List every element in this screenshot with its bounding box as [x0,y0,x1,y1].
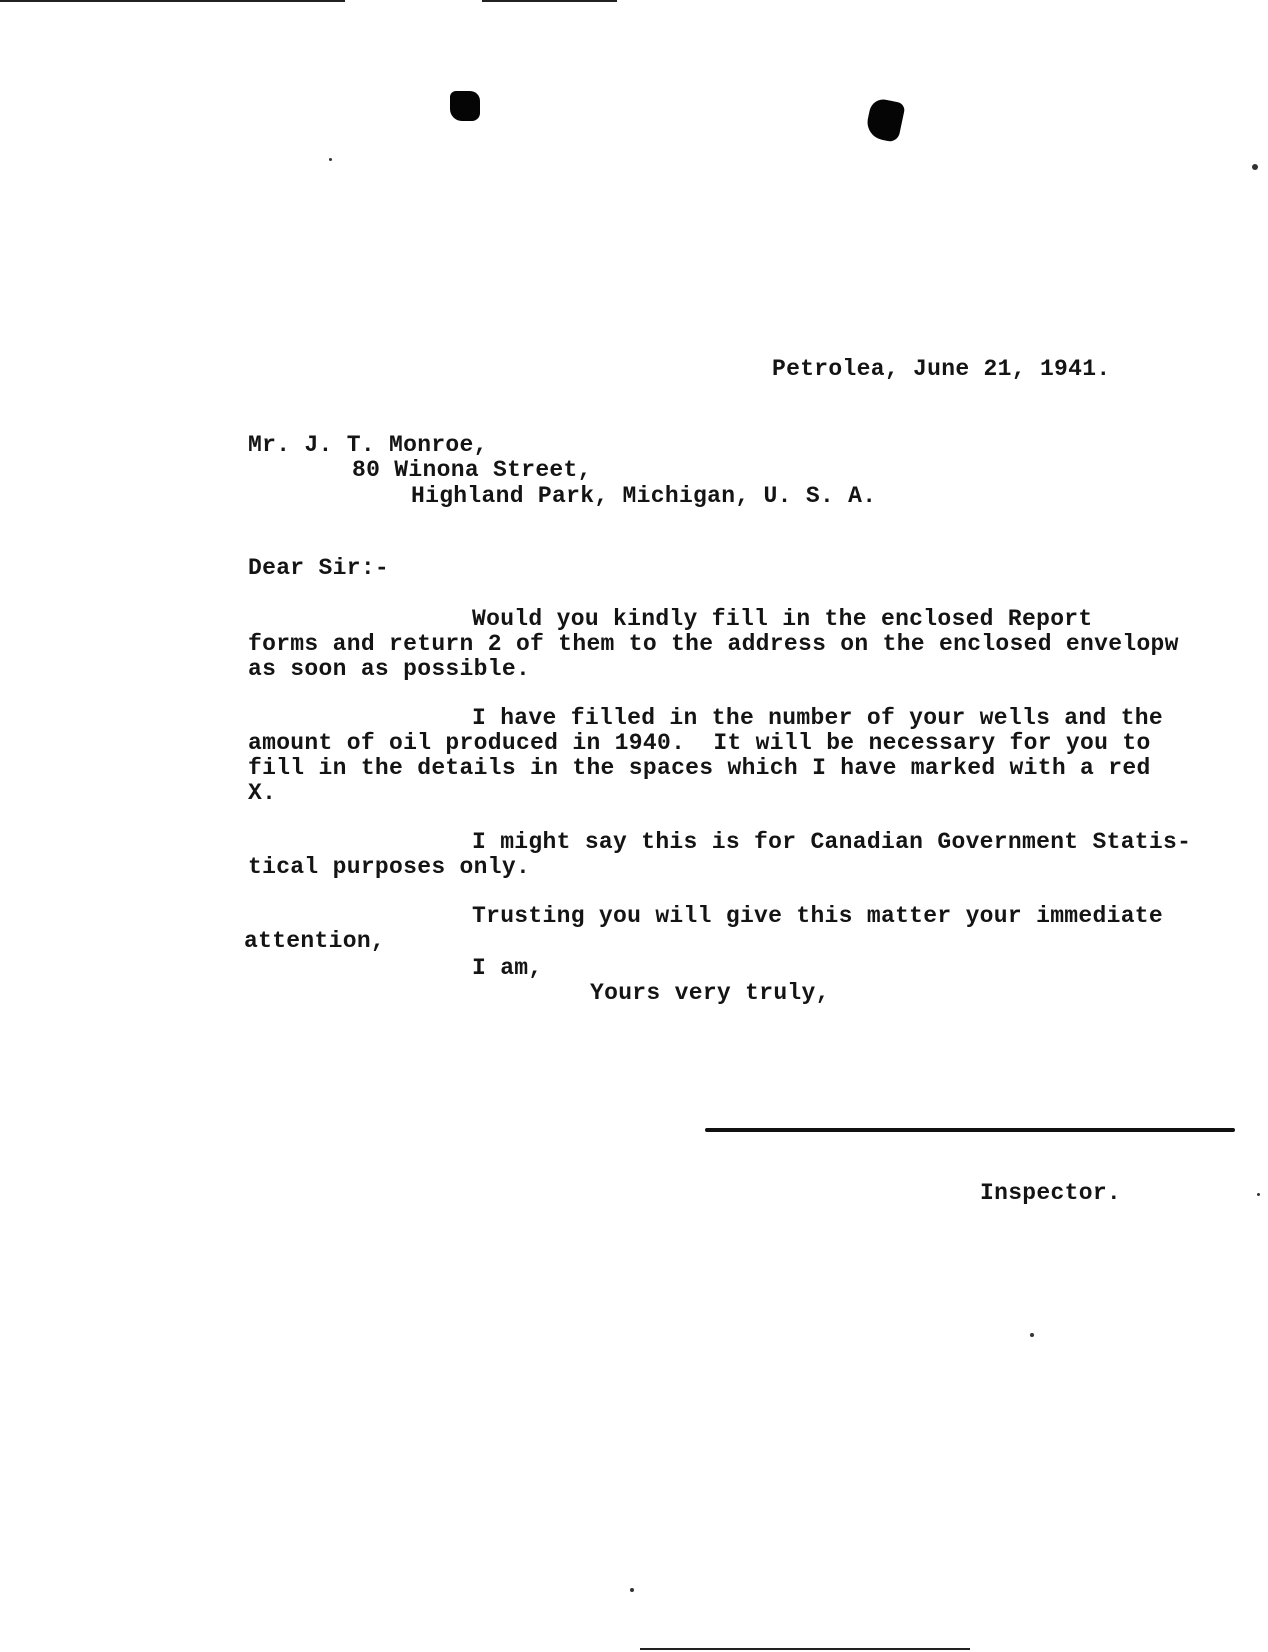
closing-i-am: I am, [472,955,543,981]
punch-hole-left [450,91,480,121]
speck [329,158,332,161]
paragraph-1-line-2: forms and return 2 of them to the address on the enclosed envelopw [248,631,1179,657]
bottom-edge-line [640,1648,970,1650]
paragraph-4-line-1: Trusting you will give this matter your immediate [472,903,1164,929]
paragraph-1-line-3: as soon as possible. [248,656,531,682]
paragraph-2-line-2: amount of oil produced in 1940. It will be necessary for you to [248,730,1151,756]
punch-hole-right [864,97,906,143]
paragraph-2-line-3: fill in the details in the spaces which I have marked with a red [248,755,1151,781]
speck [1030,1333,1034,1337]
recipient-name: Mr. J. T. Monroe, [248,432,488,458]
speck [630,1588,634,1592]
paragraph-3-line-1: I might say this is for Canadian Government Statis- [472,829,1192,855]
top-edge-line-left [0,0,345,2]
top-edge-line-center [482,0,617,2]
speck [1257,1193,1260,1196]
paragraph-2-line-1: I have filled in the number of your wells and the [472,705,1164,731]
salutation: Dear Sir:- [248,555,390,581]
recipient-street: 80 Winona Street, [352,457,592,483]
closing-yours-truly: Yours very truly, [590,980,830,1006]
paragraph-2-line-4: X. [248,780,277,806]
paragraph-1-line-1: Would you kindly fill in the enclosed Report [472,606,1093,632]
recipient-city: Highland Park, Michigan, U. S. A. [411,483,877,509]
signature-title: Inspector. [980,1180,1122,1206]
speck [1252,164,1258,170]
dateline: Petrolea, June 21, 1941. [772,356,1111,382]
paragraph-3-line-2: tical purposes only. [248,854,531,880]
paragraph-4-line-2: attention, [244,928,386,954]
signature-line [705,1128,1235,1132]
